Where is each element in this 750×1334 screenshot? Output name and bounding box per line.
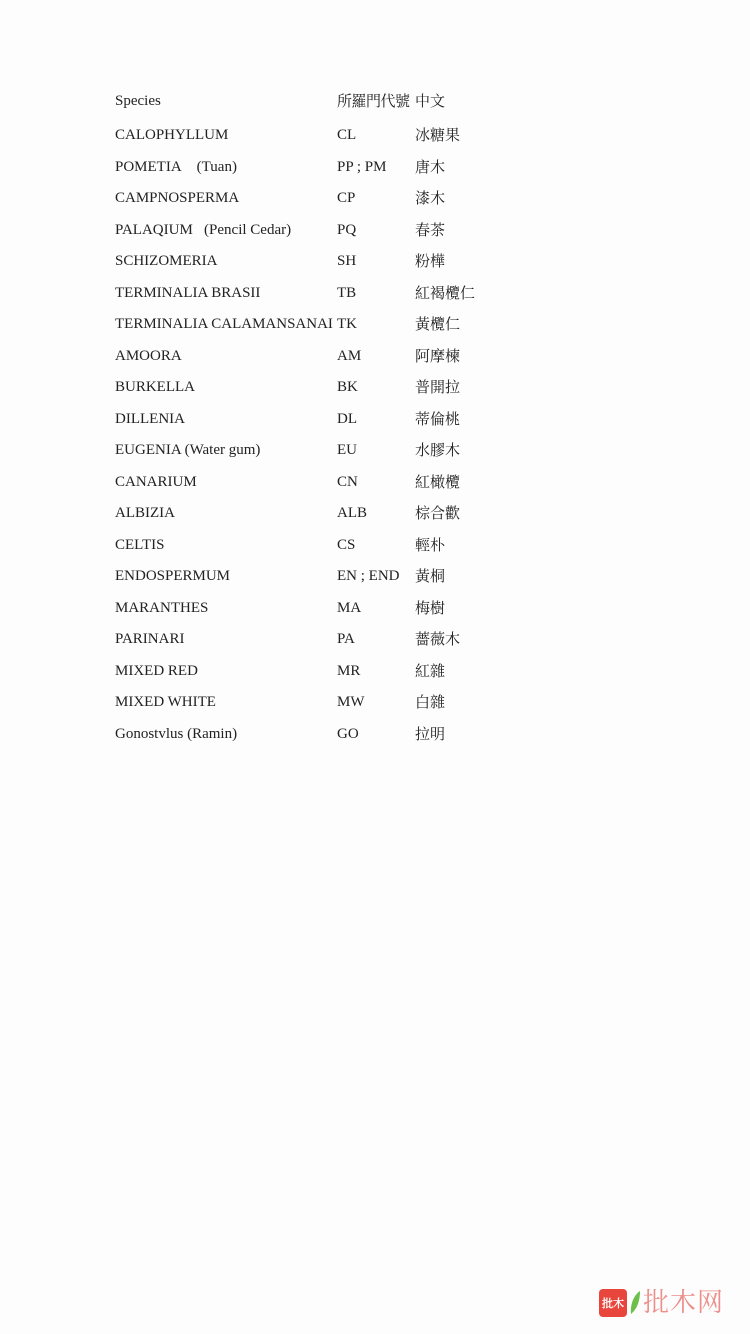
code-cell: MW [337,694,365,710]
chinese-cell: 唐木 [415,157,446,176]
table-header-row [115,88,535,122]
table-row [115,563,535,595]
code-cell: TB [337,284,357,301]
species-cell: AMOORA [115,347,182,364]
table-row [115,721,535,753]
code-cell: MR [337,662,361,679]
chinese-cell: 春茶 [415,220,446,239]
table-row [115,500,535,532]
chinese-cell: 黃欖仁 [415,315,461,333]
species-cell: PALAQIUM (Pencil Cedar) [115,221,292,238]
species-cell: CAMPNOSPERMA [115,190,240,206]
species-cell: CELTIS [115,536,165,553]
chinese-cell: 黃桐 [415,567,446,585]
chinese-cell: 阿摩楝 [415,346,461,365]
code-cell: CS [337,536,356,553]
table-row [115,217,535,249]
species-cell: ALBIZIA [115,505,175,521]
species-cell: MARANTHES [115,599,209,616]
table-row [115,406,535,438]
header-chinese: 中文 [415,92,446,110]
species-cell: POMETIA (Tuan) [115,158,237,175]
species-cell: TERMINALIA CALAMANSANAI [115,316,333,332]
table-body [115,122,535,752]
watermark-text: 批木网 [642,1288,724,1318]
species-cell: CANARIUM [115,473,197,490]
table-row [115,469,535,501]
chinese-cell: 紅雜 [415,661,446,680]
code-cell: DL [337,410,357,427]
code-cell: PP ; PM [337,158,387,175]
species-cell: Gonostvlus (Ramin) [115,725,238,742]
header-species: Species [115,93,161,109]
chinese-cell: 拉明 [415,724,446,743]
table-row [115,154,535,186]
leaf-icon [629,1290,641,1316]
code-cell: CL [337,127,357,143]
species-cell: BURKELLA [115,379,195,395]
code-cell: MA [337,599,362,616]
chinese-cell: 輕朴 [415,535,446,554]
chinese-cell: 粉樺 [415,252,446,270]
species-cell: MIXED RED [115,662,198,679]
code-cell: BK [337,379,358,395]
header-code: 所羅門代號 [337,92,410,110]
table-row [115,374,535,406]
species-cell: MIXED WHITE [115,694,216,710]
code-cell: AM [337,347,362,364]
code-cell: ALB [337,505,367,521]
chinese-cell: 冰糖果 [415,126,461,144]
code-cell: GO [337,725,359,742]
table-row [115,689,535,721]
table-row [115,532,535,564]
chinese-cell: 紅橄欖 [415,472,461,491]
chinese-cell: 梅樹 [415,598,446,617]
code-cell: CN [337,473,358,490]
chinese-cell: 蒂倫桃 [415,409,461,428]
species-cell: SCHIZOMERIA [115,253,218,269]
table-row [115,658,535,690]
chinese-cell: 薔薇木 [415,630,461,648]
chinese-cell: 漆木 [415,189,446,207]
code-cell: EN ; END [337,568,400,584]
chinese-cell: 水膠木 [415,441,461,459]
chinese-cell: 普開拉 [415,378,461,396]
species-cell: TERMINALIA BRASII [115,284,261,301]
code-cell: EU [337,442,357,458]
chinese-cell: 紅褐欖仁 [415,283,476,302]
watermark-logo [599,1288,724,1318]
table-row [115,122,535,154]
species-cell: ENDOSPERMUM [115,568,231,584]
table-row [115,626,535,658]
table-row [115,437,535,469]
table-row [115,185,535,217]
chinese-cell: 棕合歡 [415,504,461,522]
code-cell: CP [337,190,356,206]
watermark-badge: 批木 [599,1289,627,1317]
table-row [115,343,535,375]
code-cell: PQ [337,221,357,238]
code-cell: SH [337,253,357,269]
table-row [115,595,535,627]
species-cell: EUGENIA (Water gum) [115,442,261,458]
chinese-cell: 白雜 [415,693,446,711]
species-cell: CALOPHYLLUM [115,127,229,143]
table-row [115,280,535,312]
table-row [115,248,535,280]
code-cell: PA [337,631,355,647]
code-cell: TK [337,316,357,332]
species-table [115,88,535,752]
table-row [115,311,535,343]
species-cell: DILLENIA [115,410,185,427]
species-cell: PARINARI [115,631,185,647]
